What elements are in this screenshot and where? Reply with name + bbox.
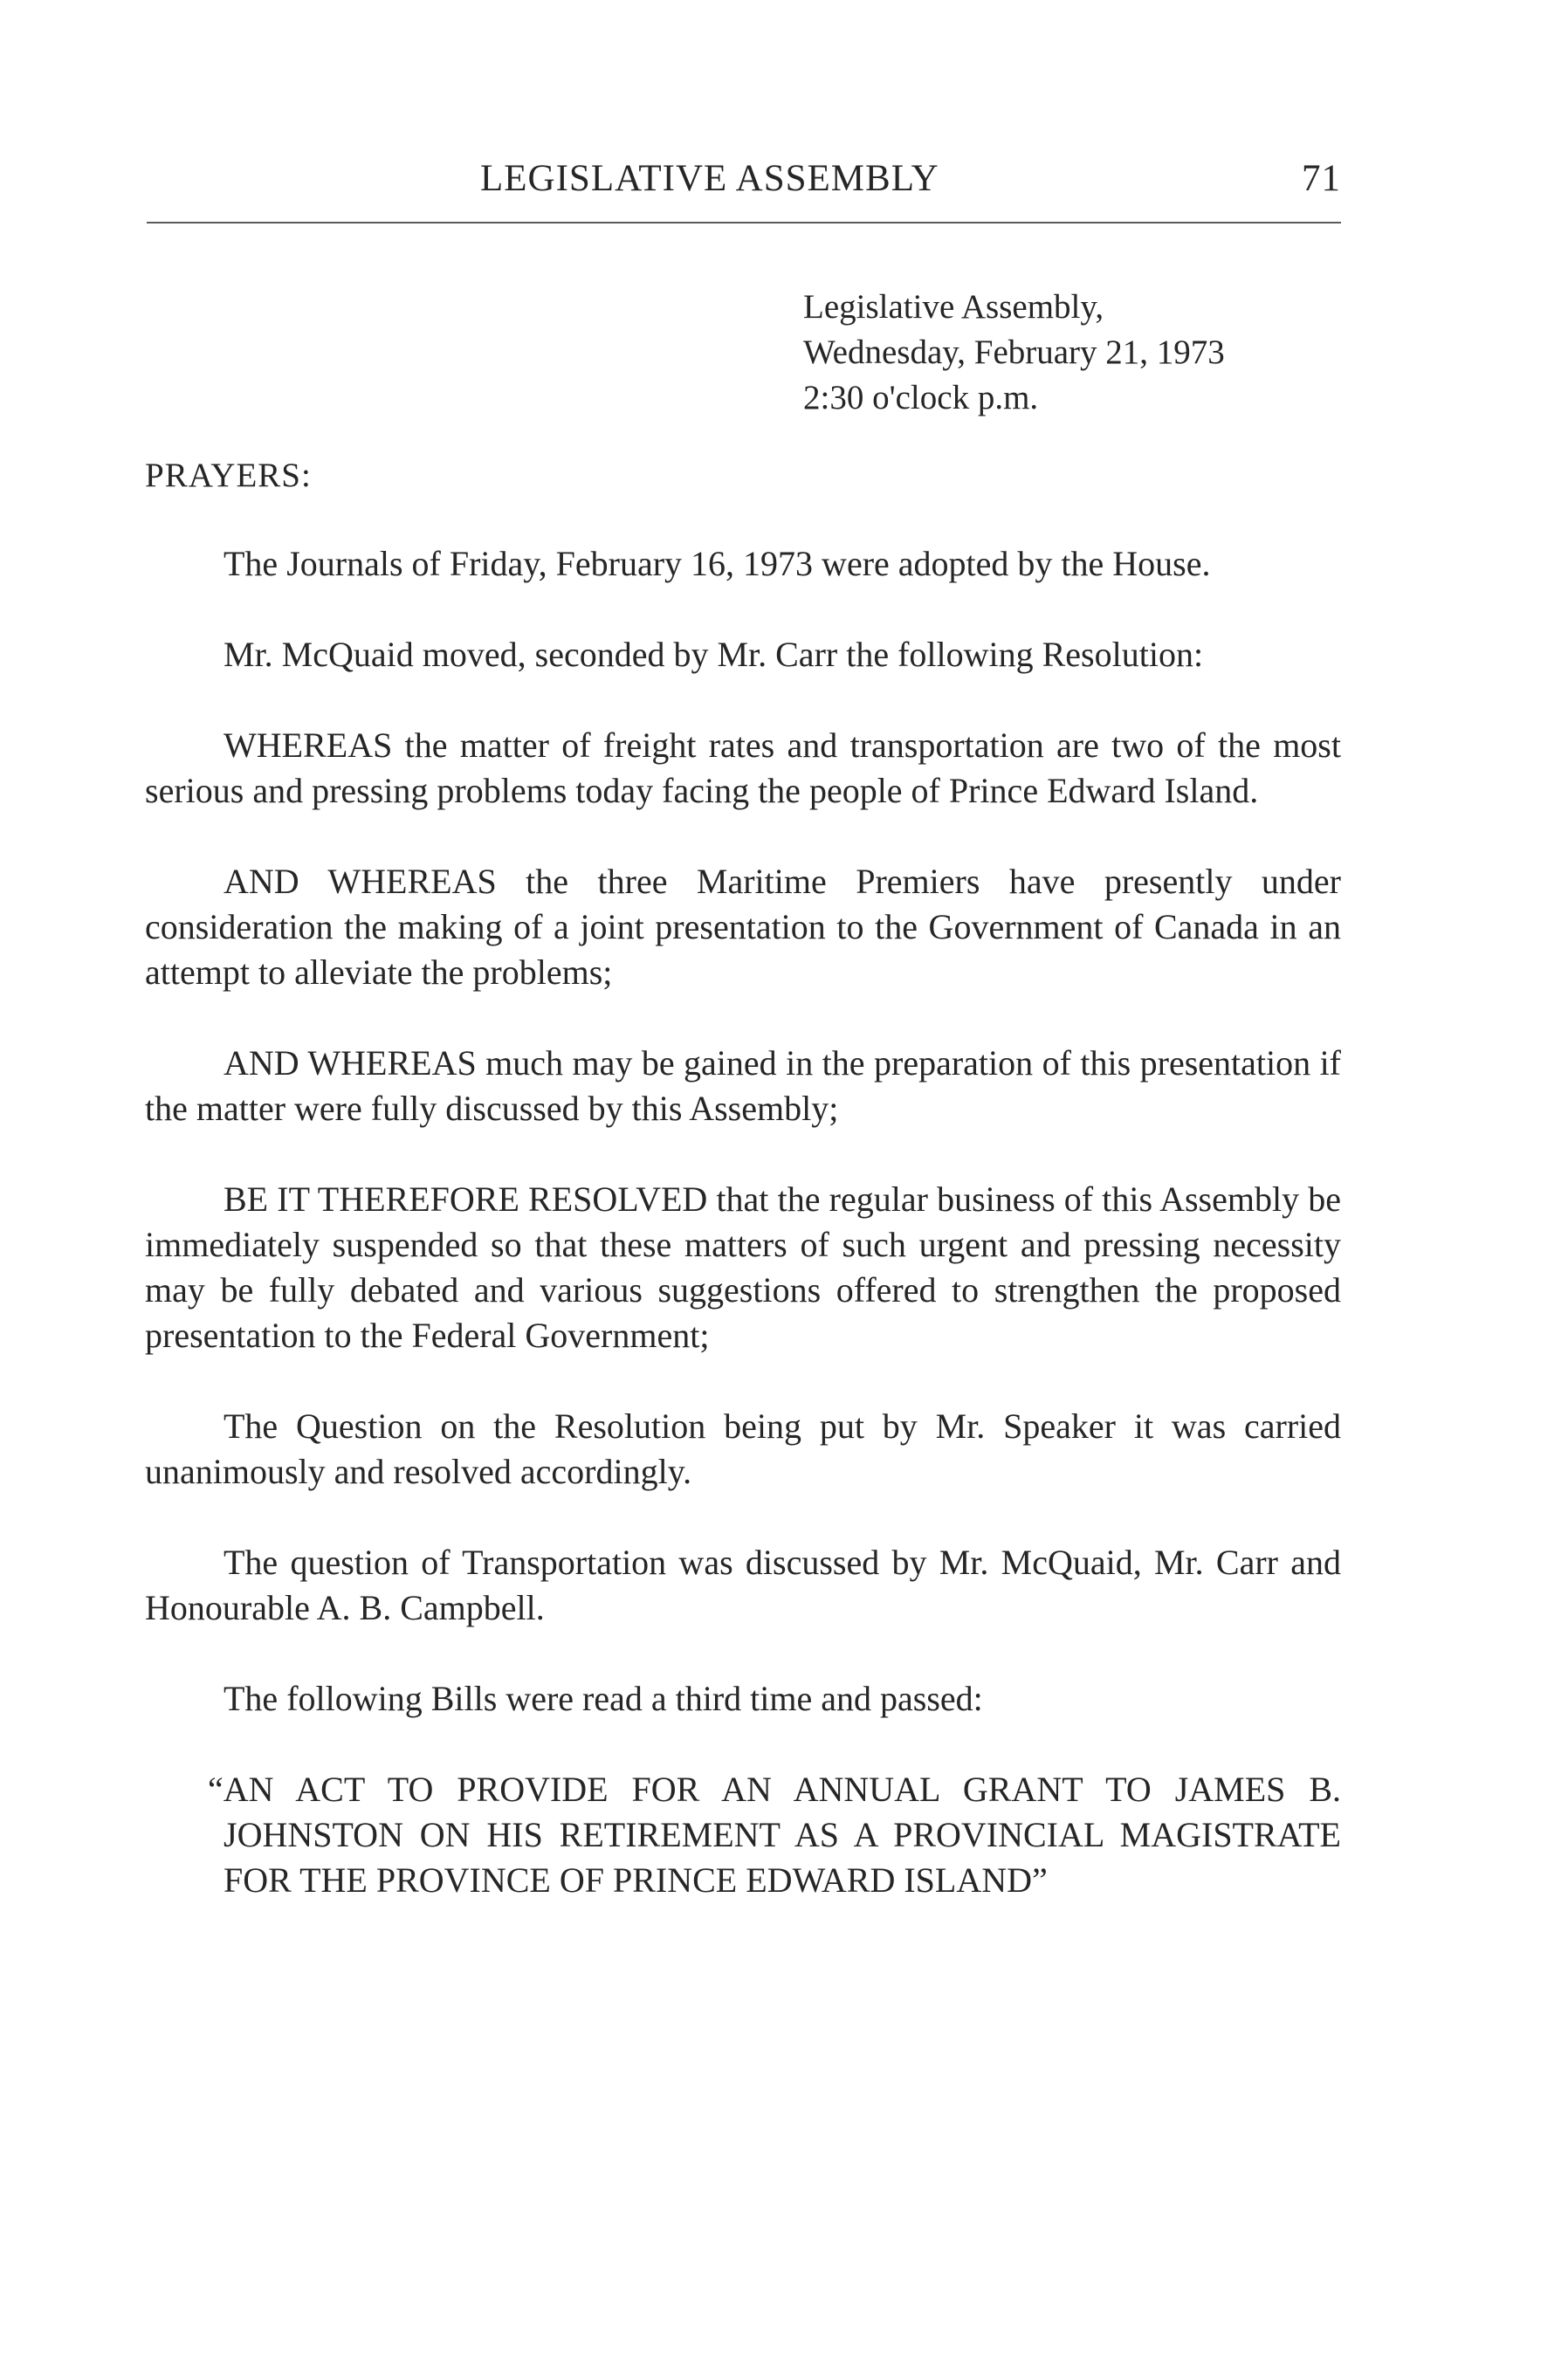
paragraph-bills-passed: The following Bills were read a third time and passed: xyxy=(224,1679,983,1718)
paragraph-resolved: BE IT THEREFORE RESOLVED that the regular business of this Assembly be immediately suspended so that these matters of such urgent and pressing necessity may be fully debated and various suggestions offered to strengthen the proposed presentation to the Federal Government; xyxy=(145,1179,1341,1355)
paragraph-whereas-1: WHEREAS the matter of freight rates and transportation are two of the most serious and pressing problems today facing the people of Prince Edward Island. xyxy=(145,725,1341,810)
dateline-date: Wednesday, February 21, 1973 xyxy=(803,333,1225,371)
sitting-dateline xyxy=(803,285,1225,421)
dateline-assembly: Legislative Assembly, xyxy=(803,288,1104,326)
paragraph-transportation-discussed: The question of Transportation was discussed by Mr. McQuaid, Mr. Carr and Honourable A. B. Campbell. xyxy=(145,1543,1341,1627)
paragraph-whereas-3: AND WHEREAS much may be gained in the preparation of this presentation if the matter were fully discussed by this Assembly; xyxy=(145,1043,1341,1128)
running-header xyxy=(147,157,1341,210)
paragraph-journals-adopted: The Journals of Friday, February 16, 1973 were adopted by the House. xyxy=(224,544,1211,583)
header-title: LEGISLATIVE ASSEMBLY xyxy=(480,158,939,199)
page-number: 71 xyxy=(1302,158,1341,199)
bill-title: “AN ACT TO PROVIDE FOR AN ANNUAL GRANT TO JAMES B. JOHNSTON ON HIS RETIREMENT AS A PROVINCIAL MAGISTRATE FOR THE PROVINCE OF PRINCE EDWARD ISLAND” xyxy=(208,1770,1341,1900)
paragraph-whereas-2: AND WHEREAS the three Maritime Premiers have presently under consideration the making of a joint presentation to the Government of Canada in an attempt to alleviate the problems; xyxy=(145,862,1341,992)
dateline-time: 2:30 o'clock p.m. xyxy=(803,379,1039,416)
journal-body xyxy=(145,541,1341,1903)
paragraph-question-carried: The Question on the Resolution being put by Mr. Speaker it was carried unanimously and resolved accordingly. xyxy=(145,1406,1341,1491)
header-rule xyxy=(147,222,1341,223)
paragraph-motion: Mr. McQuaid moved, seconded by Mr. Carr the following Resolution: xyxy=(224,635,1204,674)
prayers-heading: PRAYERS: xyxy=(145,457,312,494)
